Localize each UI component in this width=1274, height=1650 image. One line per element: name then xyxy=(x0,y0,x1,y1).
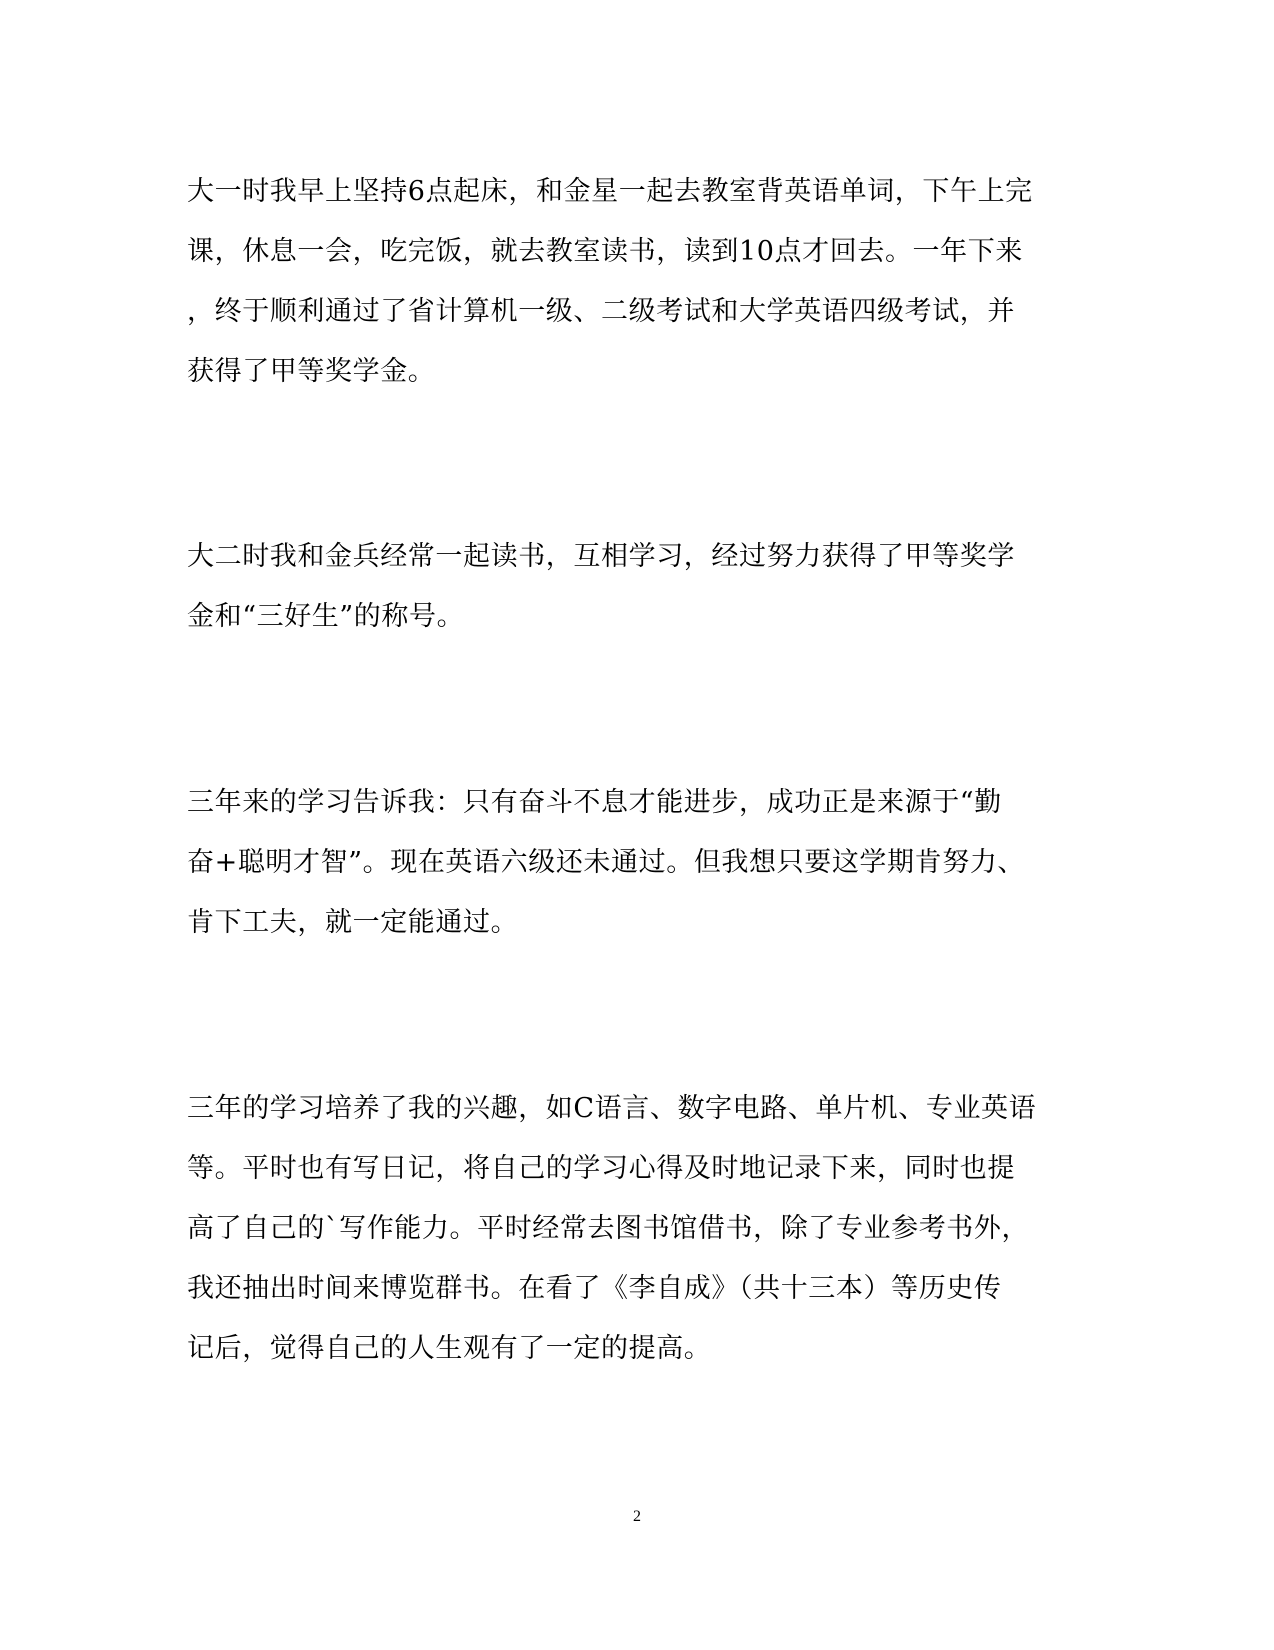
paragraph-3-line-1: 三年来的学习告诉我：只有奋斗不息才能进步，成功正是来源于“勤 xyxy=(187,787,1002,818)
paragraph-4-line-1: 三年的学习培养了我的兴趣，如C语言、数字电路、单片机、专业英语 xyxy=(187,1093,1037,1124)
paragraph-3-line-2: 奋+聪明才智”。现在英语六级还未通过。但我想只要这学期肯努力、 xyxy=(187,847,1026,878)
page-number: 2 xyxy=(633,1508,641,1525)
paragraph-2-line-2: 金和“三好生”的称号。 xyxy=(187,601,465,632)
paragraph-3-line-3: 肯下工夫，就一定能通过。 xyxy=(187,907,519,938)
paragraph-4-line-3: 高了自己的`写作能力。平时经常去图书馆借书，除了专业参考书外， xyxy=(187,1213,1030,1244)
paragraph-4-line-5: 记后，觉得自己的人生观有了一定的提高。 xyxy=(187,1333,712,1364)
paragraph-4-line-4: 我还抽出时间来博览群书。在看了《李自成》（共十三本）等历史传 xyxy=(187,1273,1002,1304)
paragraph-2-line-1: 大二时我和金兵经常一起读书，互相学习，经过努力获得了甲等奖学 xyxy=(187,541,1015,572)
paragraph-1-line-4: 获得了甲等奖学金。 xyxy=(187,356,436,387)
paragraph-1-line-3: ，终于顺利通过了省计算机一级、二级考试和大学英语四级考试，并 xyxy=(187,296,1015,327)
paragraph-4-line-2: 等。平时也有写日记，将自己的学习心得及时地记录下来，同时也提 xyxy=(187,1153,1015,1184)
paragraph-1-line-2: 课，休息一会，吃完饭，就去教室读书，读到10点才回去。一年下来 xyxy=(187,236,1023,267)
paragraph-1-line-1: 大一时我早上坚持6点起床，和金星一起去教室背英语单词，下午上完 xyxy=(187,176,1033,207)
